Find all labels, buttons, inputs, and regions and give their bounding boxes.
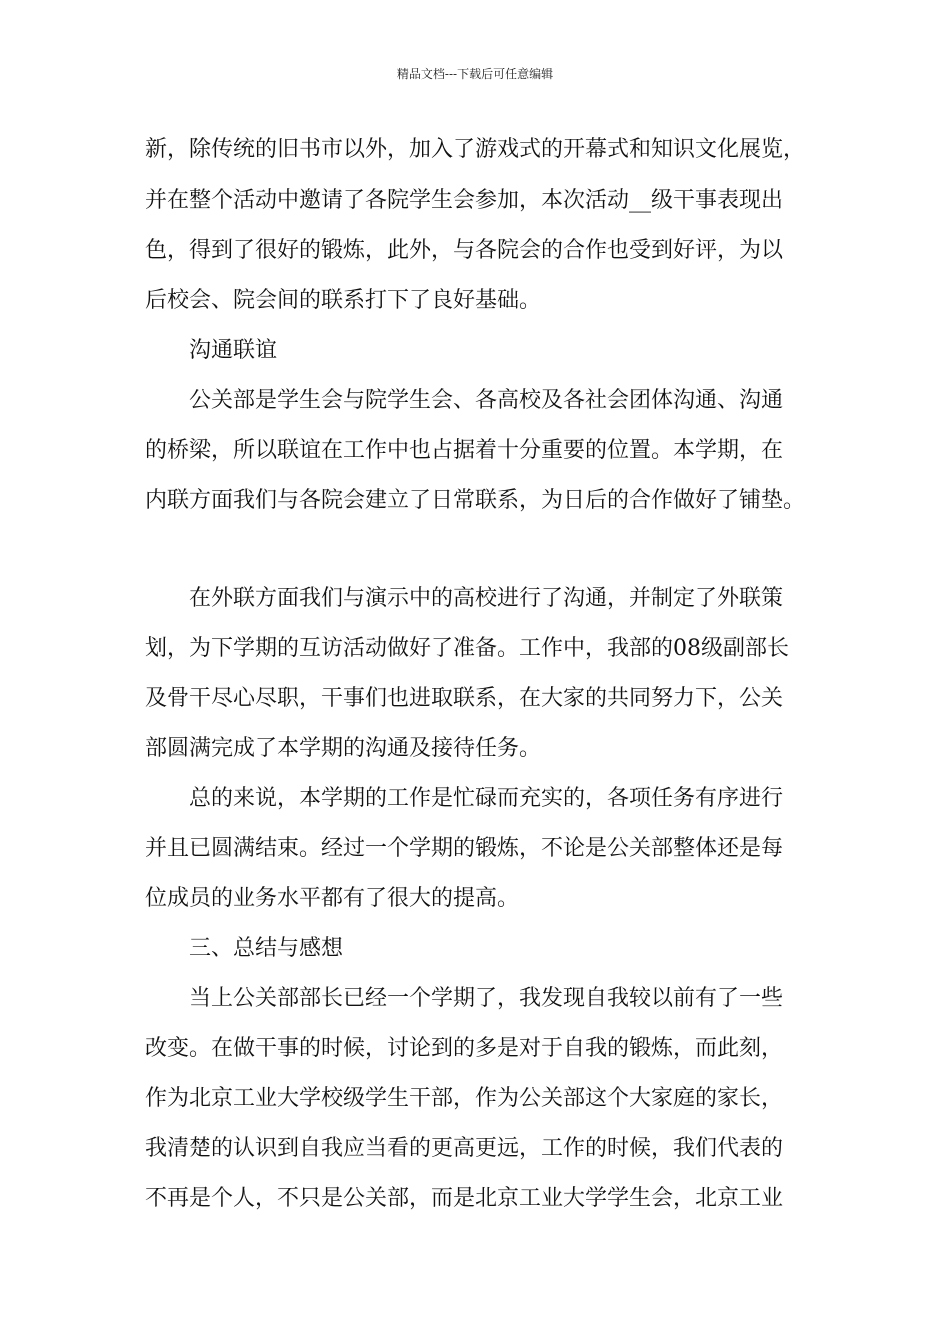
text-line: 当上公关部部长已经一个学期了，我发现自我较以前有了一些 <box>189 986 784 1011</box>
text-line: 内联方面我们与各院会建立了日常联系，为日后的合作做好了铺垫。 <box>145 488 806 513</box>
section-heading: 沟通联谊 <box>189 338 278 363</box>
text-line: 位成员的业务水平都有了很大的提高。 <box>145 886 520 911</box>
text-line: 不再是个人，不只是公关部，而是北京工业大学学生会，北京工业 <box>145 1186 784 1211</box>
text-line: 并且已圆满结束。经过一个学期的锻炼，不论是公关部整体还是每 <box>145 836 784 861</box>
page-header: 精品文档---下载后可任意编辑 <box>396 67 554 81</box>
text-line: 我清楚的认识到自我应当看的更高更远，工作的时候，我们代表的 <box>145 1136 784 1161</box>
text-line: 部圆满完成了本学期的沟通及接待任务。 <box>145 736 542 761</box>
text-line: 的桥梁，所以联谊在工作中也占据着十分重要的位置。本学期，在 <box>145 438 784 463</box>
text-line: 色，得到了很好的锻炼，此外，与各院会的合作也受到好评，为以 <box>145 238 784 263</box>
text-line: 新，除传统的旧书市以外，加入了游戏式的开幕式和知识文化展览， <box>145 137 806 162</box>
text-line: 总的来说，本学期的工作是忙碌而充实的，各项任务有序进行 <box>189 786 784 811</box>
text-line: 及骨干尽心尽职，干事们也进取联系，在大家的共同努力下，公关 <box>145 686 784 711</box>
section-heading: 三、总结与感想 <box>189 936 344 961</box>
text-line: 划，为下学期的互访活动做好了准备。工作中，我部的08级副部长 <box>145 636 789 661</box>
text-line: 公关部是学生会与院学生会、各高校及各社会团体沟通、沟通 <box>189 388 784 413</box>
text-line: 并在整个活动中邀请了各院学生会参加，本次活动__级干事表现出 <box>145 188 784 213</box>
text-line: 后校会、院会间的联系打下了良好基础。 <box>145 288 542 313</box>
text-line: 在外联方面我们与演示中的高校进行了沟通，并制定了外联策 <box>189 586 784 611</box>
text-line: 改变。在做干事的时候，讨论到的多是对于自我的锻炼，而此刻， <box>145 1036 784 1061</box>
text-line: 作为北京工业大学校级学生干部，作为公关部这个大家庭的家长， <box>145 1086 784 1111</box>
